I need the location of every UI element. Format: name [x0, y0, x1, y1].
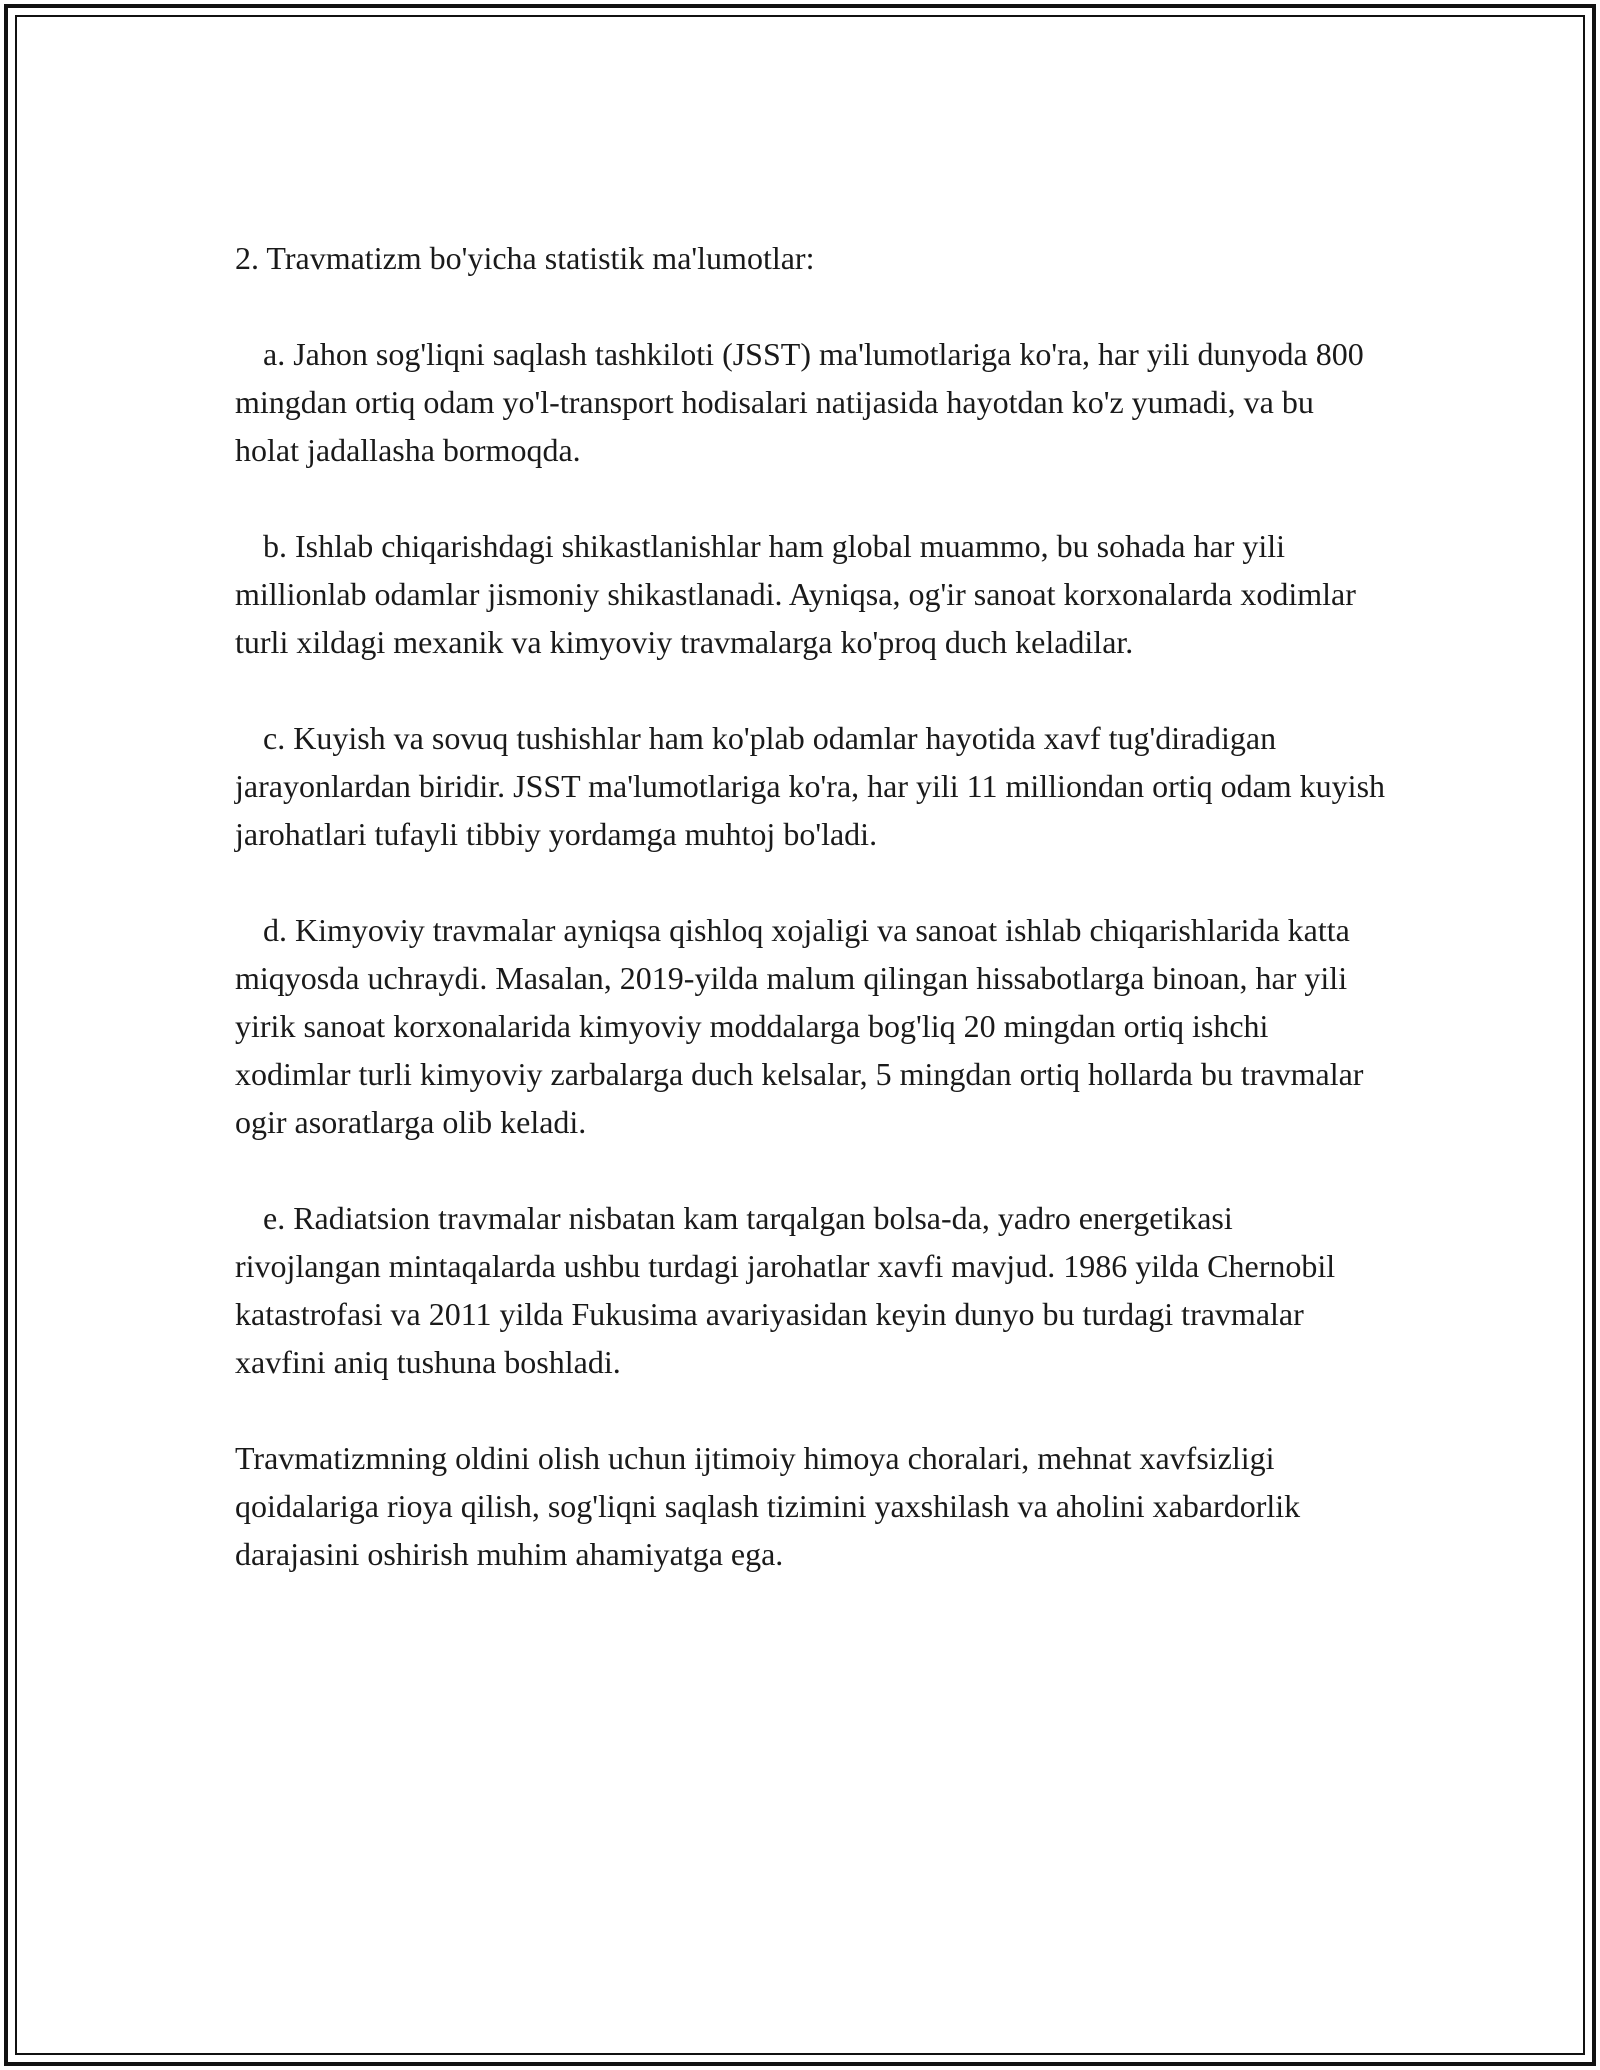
- closing-paragraph: Travmatizmning oldini olish uchun ijtimoiy himoya choralari, mehnat xavfsizligi qoidalariga rioya qilish, sog'liqni saqlash tizimini yaxshilash va aholini xabardorlik darajasini oshirish muhim ahamiyatga ega.: [235, 1440, 1301, 1572]
- list-item-a: a. Jahon sog'liqni saqlash tashkiloti (JSST) ma'lumotlariga ko'ra, har yili dunyoda 800 mingdan ortiq odam yo'l-transport hodisalari natijasida hayotdan ko'z yumadi, va bu holat jadallasha bormoqda.: [235, 336, 1364, 468]
- document-body: [235, 234, 1385, 1578]
- list-item-e: e. Radiatsion travmalar nisbatan kam tarqalgan bolsa-da, yadro energetikasi rivojlangan mintaqalarda ushbu turdagi jarohatlar xavfi mavjud. 1986 yilda Chernobil katastrofasi va 2011 yilda Fukusima avariyasidan keyin dunyo bu turdagi travmalar xavfini aniq tushuna boshladi.: [235, 1200, 1336, 1380]
- list-item-b: b. Ishlab chiqarishdagi shikastlanishlar ham global muammo, bu sohada har yili millionlab odamlar jismoniy shikastlanadi. Ayniqsa, og'ir sanoat korxonalarda xodimlar turli xildagi mexanik va kimyoviy travmalarga ko'proq duch keladilar.: [235, 528, 1356, 660]
- section-heading: 2. Travmatizm bo'yicha statistik ma'lumotlar:: [235, 240, 815, 276]
- list-item-d: d. Kimyoviy travmalar ayniqsa qishloq xojaligi va sanoat ishlab chiqarishlarida katta miqyosda uchraydi. Masalan, 2019-yilda malum qilingan hissabotlarga binoan, har yili yirik sanoat korxonalarida kimyoviy moddalarga bog'liq 20 mingdan ortiq ishchi xodimlar turli kimyoviy zarbalarga duch kelsalar, 5 mingdan ortiq hollarda bu travmalar ogir asoratlarga olib keladi.: [235, 912, 1364, 1140]
- list-item-c: c. Kuyish va sovuq tushishlar ham ko'plab odamlar hayotida xavf tug'diradigan jarayonlardan biridir. JSST ma'lumotlariga ko'ra, har yili 11 milliondan ortiq odam kuyish jarohatlari tufayli tibbiy yordamga muhtoj bo'ladi.: [235, 720, 1386, 852]
